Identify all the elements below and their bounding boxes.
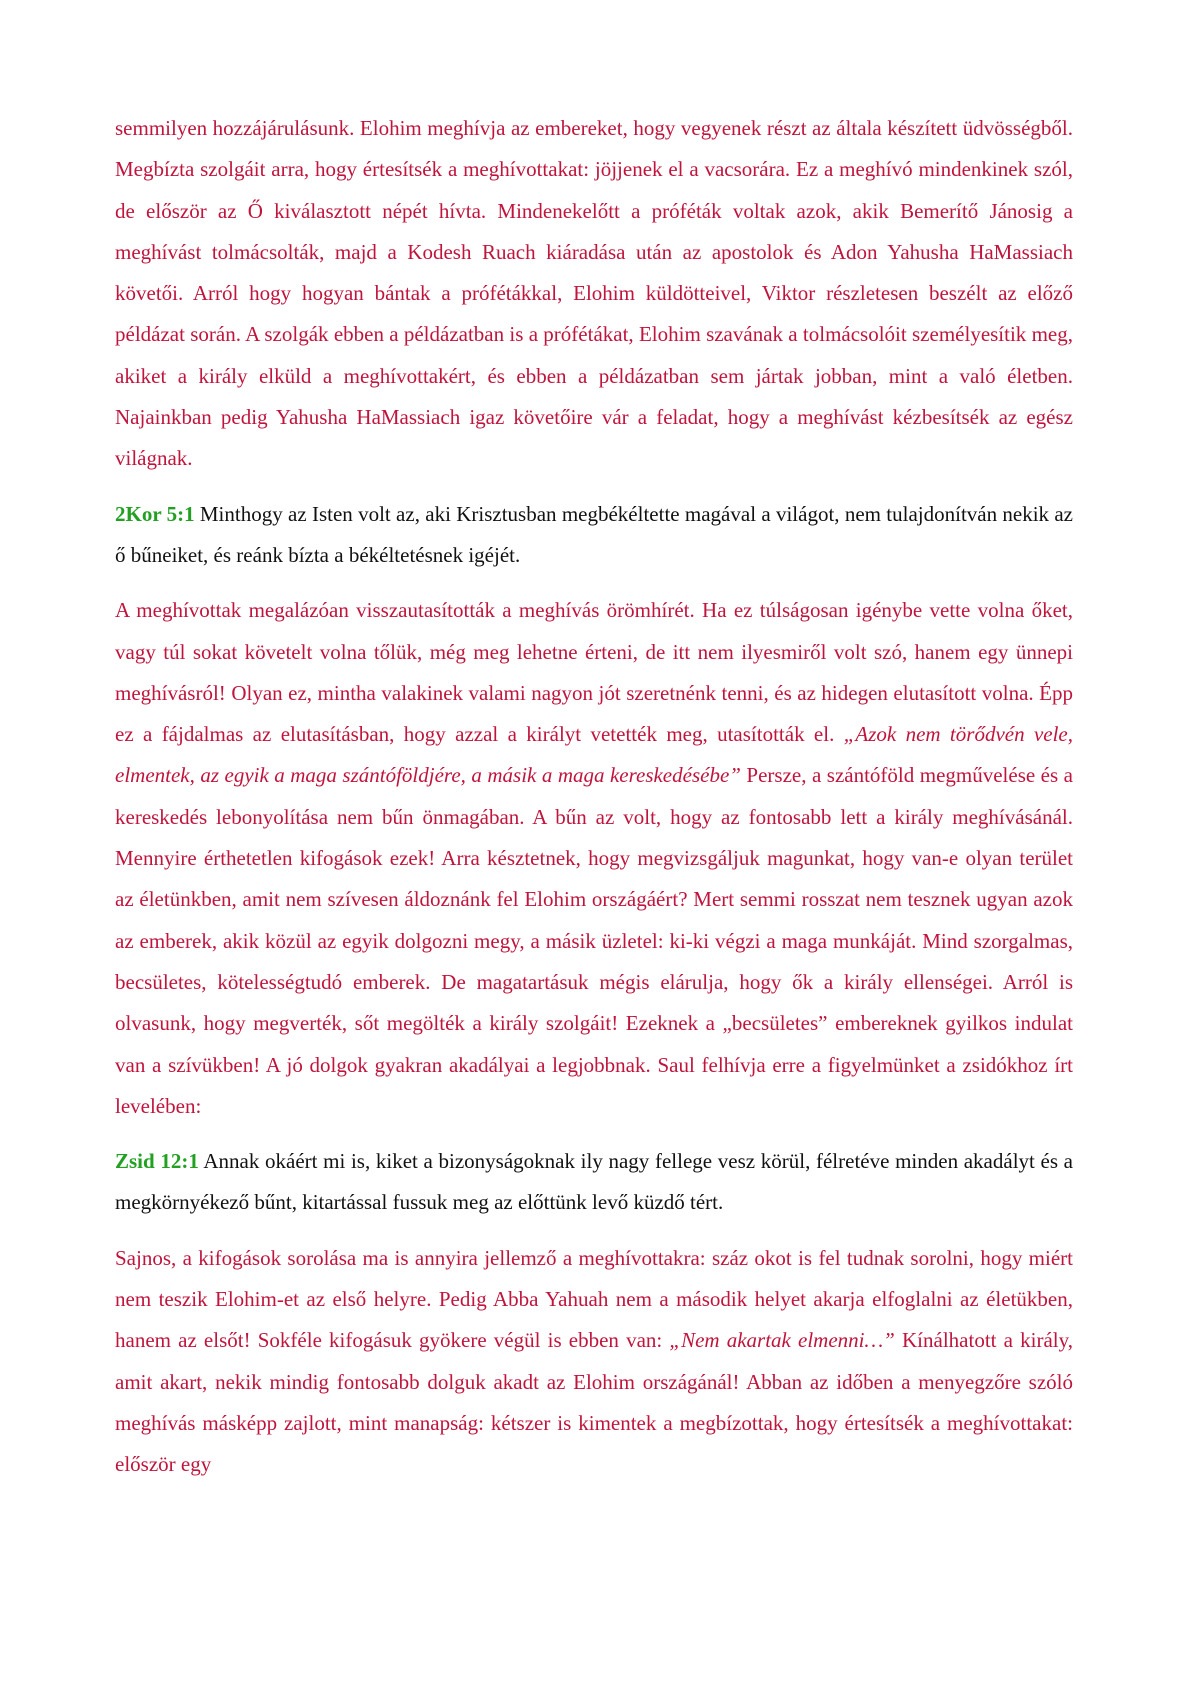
quoted-scripture: „Azok nem törődvén vele, elmentek, az egyik a maga szántóföldjére, a másik a maga kereskedésébe” — [115, 722, 1073, 788]
verse-text: Minthogy az Isten volt az, aki Krisztusban megbékéltette magával a világot, nem tulajdonítván nekik az ő bűneiket, és reánk bízta a békéltetésnek igéjét. — [115, 501, 1073, 567]
paragraph-text: Kínálhatott a király, amit akart, nekik mindig fontosabb dolguk akadt az Elohim országánál! Abban az időben a menyegzőre szóló meghívás másképp zajlott, mint manapság: kétszer is kimentek a megbízottak, hogy értesítsék a meghívottakat: először egy — [115, 1328, 1073, 1477]
commentary-paragraph-3 — [115, 1238, 1073, 1486]
verse-reference: 2Kor 5:1 — [115, 501, 195, 526]
scripture-verse-zsid-12-1 — [115, 1141, 1073, 1224]
paragraph-text: Sajnos, a kifogások sorolása ma is annyira jellemző a meghívottakra: száz okot is fel tudnak sorolni, hogy miért nem teszik Elohim-et az első helyre. Pedig Abba Yahuah nem a második helyet akarja elfoglalni az életükben, hanem az elsőt! Sokféle kifogásuk gyökere végül is ebben van: — [115, 1245, 1073, 1353]
verse-text: Annak okáért mi is, kiket a bizonyságoknak ily nagy fellege vesz körül, félretéve minden akadályt és a megkörnyékező bűnt, kitartással fussuk meg az előttünk levő küzdő tért. — [115, 1149, 1074, 1215]
document-page — [115, 108, 1073, 1500]
commentary-paragraph-2 — [115, 590, 1073, 1127]
verse-reference: Zsid 12:1 — [115, 1149, 199, 1174]
paragraph-text: Persze, a szántóföld megművelése és a kereskedés lebonyolítása nem bűn önmagában. A bűn az volt, hogy az fontosabb lett a király meghívásánál. Mennyire érthetetlen kifogások ezek! Arra késztetnek, hogy megvizsgáljuk magunkat, hogy van-e olyan terület az életünkben, amit nem szívesen áldoznánk fel Elohim országáért? Mert semmi rosszat nem tesznek ugyan azok az emberek, akik közül az egyik dolgozni megy, a másik üzletel: ki-ki végzi a maga munkáját. Mind szorgalmas, becsületes, kötelességtudó emberek. De magatartásuk mégis elárulja, hogy ők a király ellenségei. Arról is olvasunk, hogy megverték, sőt megölték a király szolgáit! Ezeknek a „becsületes” embereknek gyilkos indulat van a szívükben! A jó dolgok gyakran akadályai a legjobbnak. Saul felhívja erre a figyelmünket a zsidókhoz írt levelében: — [115, 763, 1073, 1118]
scripture-verse-2kor-5-1 — [115, 494, 1073, 577]
paragraph-text: A meghívottak megalázóan visszautasították a meghívás örömhírét. Ha ez túlságosan igénybe vette volna őket, vagy túl sokat követelt volna tőlük, még meg lehetne érteni, de itt nem ilyesmiről volt szó, hanem egy ünnepi meghívásról! Olyan ez, mintha valakinek valami nagyon jót szeretnénk tenni, és az hidegen elutasított volna. Épp ez a fájdalmas az elutasításban, hogy azzal a királyt vetették meg, utasították el. — [115, 598, 1073, 747]
commentary-paragraph-1 — [115, 108, 1073, 480]
paragraph-text: semmilyen hozzájárulásunk. Elohim meghívja az embereket, hogy vegyenek részt az általa készített üdvösségből. Megbízta szolgáit arra, hogy értesítsék a meghívottakat: jöjjenek el a vacsorára. Ez a meghívó mindenkinek szól, de először az Ő kiválasztott népét hívta. Mindenekelőtt a próféták voltak azok, akik Bemerítő Jánosig a meghívást tolmácsolták, majd a Kodesh Ruach kiáradása után az apostolok és Adon Yahusha HaMassiach követői. Arról hogy hogyan bántak a prófétákkal, Elohim küldötteivel, Viktor részletesen beszélt az előző példázat során. A szolgák ebben a példázatban is a prófétákat, Elohim szavának a tolmácsolóit személyesítik meg, akiket a király elküld a meghívottakért, és ebben a példázatban sem jártak jobban, mint a való életben. Najainkban pedig Yahusha HaMassiach igaz követőire vár a feladat, hogy a meghívást kézbesítsék az egész világnak. — [115, 116, 1073, 471]
quoted-scripture: „Nem akartak elmenni…” — [669, 1328, 895, 1353]
